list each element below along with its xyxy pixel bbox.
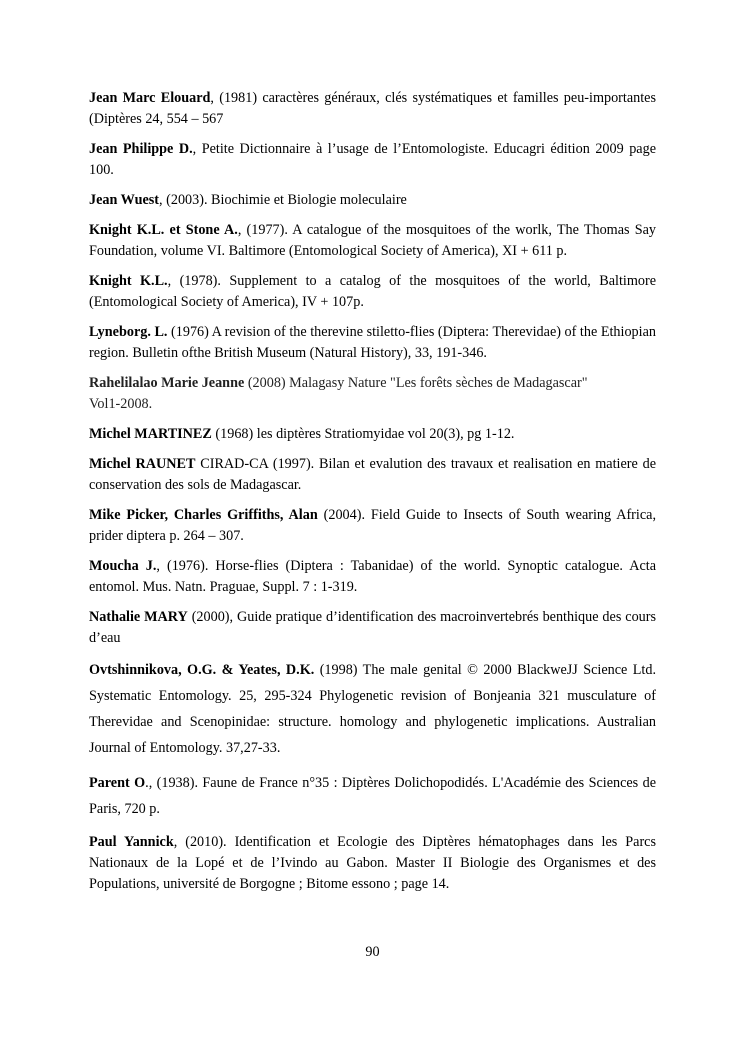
reference-author: Moucha J. [89, 558, 157, 574]
reference-text: (2000), Guide pratique d’identification des macroinvertebrés benthique des cours d’eau [89, 609, 656, 646]
reference-text: , (1981) caractères généraux, clés systématiques et familles peu-importantes (Diptères 24, 554 – 567 [89, 90, 656, 127]
reference-author: Michel MARTINEZ [89, 426, 212, 442]
reference-author: Jean Wuest [89, 192, 160, 208]
reference-entry [89, 322, 656, 364]
reference-text: , (1978). Supplement to a catalog of the mosquitoes of the world, Baltimore (Entomological Society of America), IV + 107p. [89, 273, 656, 310]
reference-author: Knight K.L. [89, 273, 168, 289]
reference-entry [89, 190, 656, 211]
page-number: 90 [365, 944, 380, 960]
reference-entry [89, 657, 656, 761]
reference-entry [89, 271, 656, 313]
reference-author: Nathalie MARY [89, 609, 188, 625]
reference-entry [89, 139, 656, 181]
reference-author: Knight K.L. et Stone A. [89, 222, 238, 238]
reference-text: ., (1938). Faune de France n°35 : Diptères Dolichopodidés. L'Académie des Sciences de Paris, 720 p. [89, 775, 656, 817]
reference-entry [89, 556, 656, 598]
reference-text: , (2010). Identification et Ecologie des Diptères hématophages dans les Parcs Nationaux de la Lopé et de l’Ivindo au Gabon. Master II Biologie des Organismes et des Populations, université de Borgogne ; Bitome essono ; page 14. [89, 834, 656, 892]
reference-entry [89, 832, 656, 895]
reference-entry [89, 424, 656, 445]
reference-text: , (1977). A catalogue of the mosquitoes of the worlk, The Thomas Say Foundation, volume VI. Baltimore (Entomological Society of America), XI + 611 p. [89, 222, 656, 259]
reference-author: Lyneborg. L. [89, 324, 168, 340]
reference-entry [89, 88, 656, 130]
reference-author: Jean Marc Elouard [89, 90, 211, 106]
reference-author: Jean Philippe D. [89, 141, 193, 157]
reference-author: Paul Yannick [89, 834, 174, 850]
reference-text-line-2: Vol1-2008. [89, 396, 153, 412]
reference-author: Rahelilalao Marie Jeanne [89, 375, 245, 391]
reference-text: , Petite Dictionnaire à l’usage de l’Entomologiste. Educagri édition 2009 page 100. [89, 141, 656, 178]
reference-author: Mike Picker, Charles Griffiths, Alan [89, 507, 318, 523]
reference-entry [89, 607, 656, 649]
reference-text: , (2003). Biochimie et Biologie moleculaire [159, 192, 407, 208]
reference-author: Parent O [89, 775, 146, 791]
reference-text: (1976) A revision of the therevine stiletto-flies (Diptera: Therevidae) of the Ethiopian region. Bulletin ofthe British Museum (Natural History), 33, 191-346. [89, 324, 656, 361]
reference-text: , (1976). Horse-flies (Diptera : Tabanidae) of the world. Synoptic catalogue. Acta entomol. Mus. Natn. Praguae, Suppl. 7 : 1-319. [89, 558, 657, 595]
reference-author: Michel RAUNET [89, 456, 196, 472]
reference-text: (2008) Malagasy Nature "Les forêts sèches de Madagascar" [244, 375, 588, 391]
reference-entry [89, 220, 656, 262]
reference-text: (1998) The male genital © 2000 BlackweJJ Science Ltd. Systematic Entomology. 25, 295-324 Phylogenetic revision of Bonjeania 321 musculature of Therevidae and Scenopinidae: structure. homology and phylogenetic implications. Australian Journal of Entomology. 37,27-33. [89, 662, 656, 756]
reference-entry [89, 373, 656, 415]
reference-entry [89, 505, 656, 547]
reference-text: (2004). Field Guide to Insects of South wearing Africa, prider diptera p. 264 – 307. [89, 507, 656, 544]
reference-text: (1968) les diptères Stratiomyidae vol 20(3), pg 1-12. [211, 426, 515, 442]
reference-author: Ovtshinnikova, O.G. & Yeates, D.K. [89, 662, 315, 678]
reference-entry [89, 454, 656, 496]
reference-text: CIRAD-CA (1997). Bilan et evalution des travaux et realisation en matiere de conservation des sols de Madagascar. [89, 456, 656, 493]
reference-entry [89, 770, 656, 822]
